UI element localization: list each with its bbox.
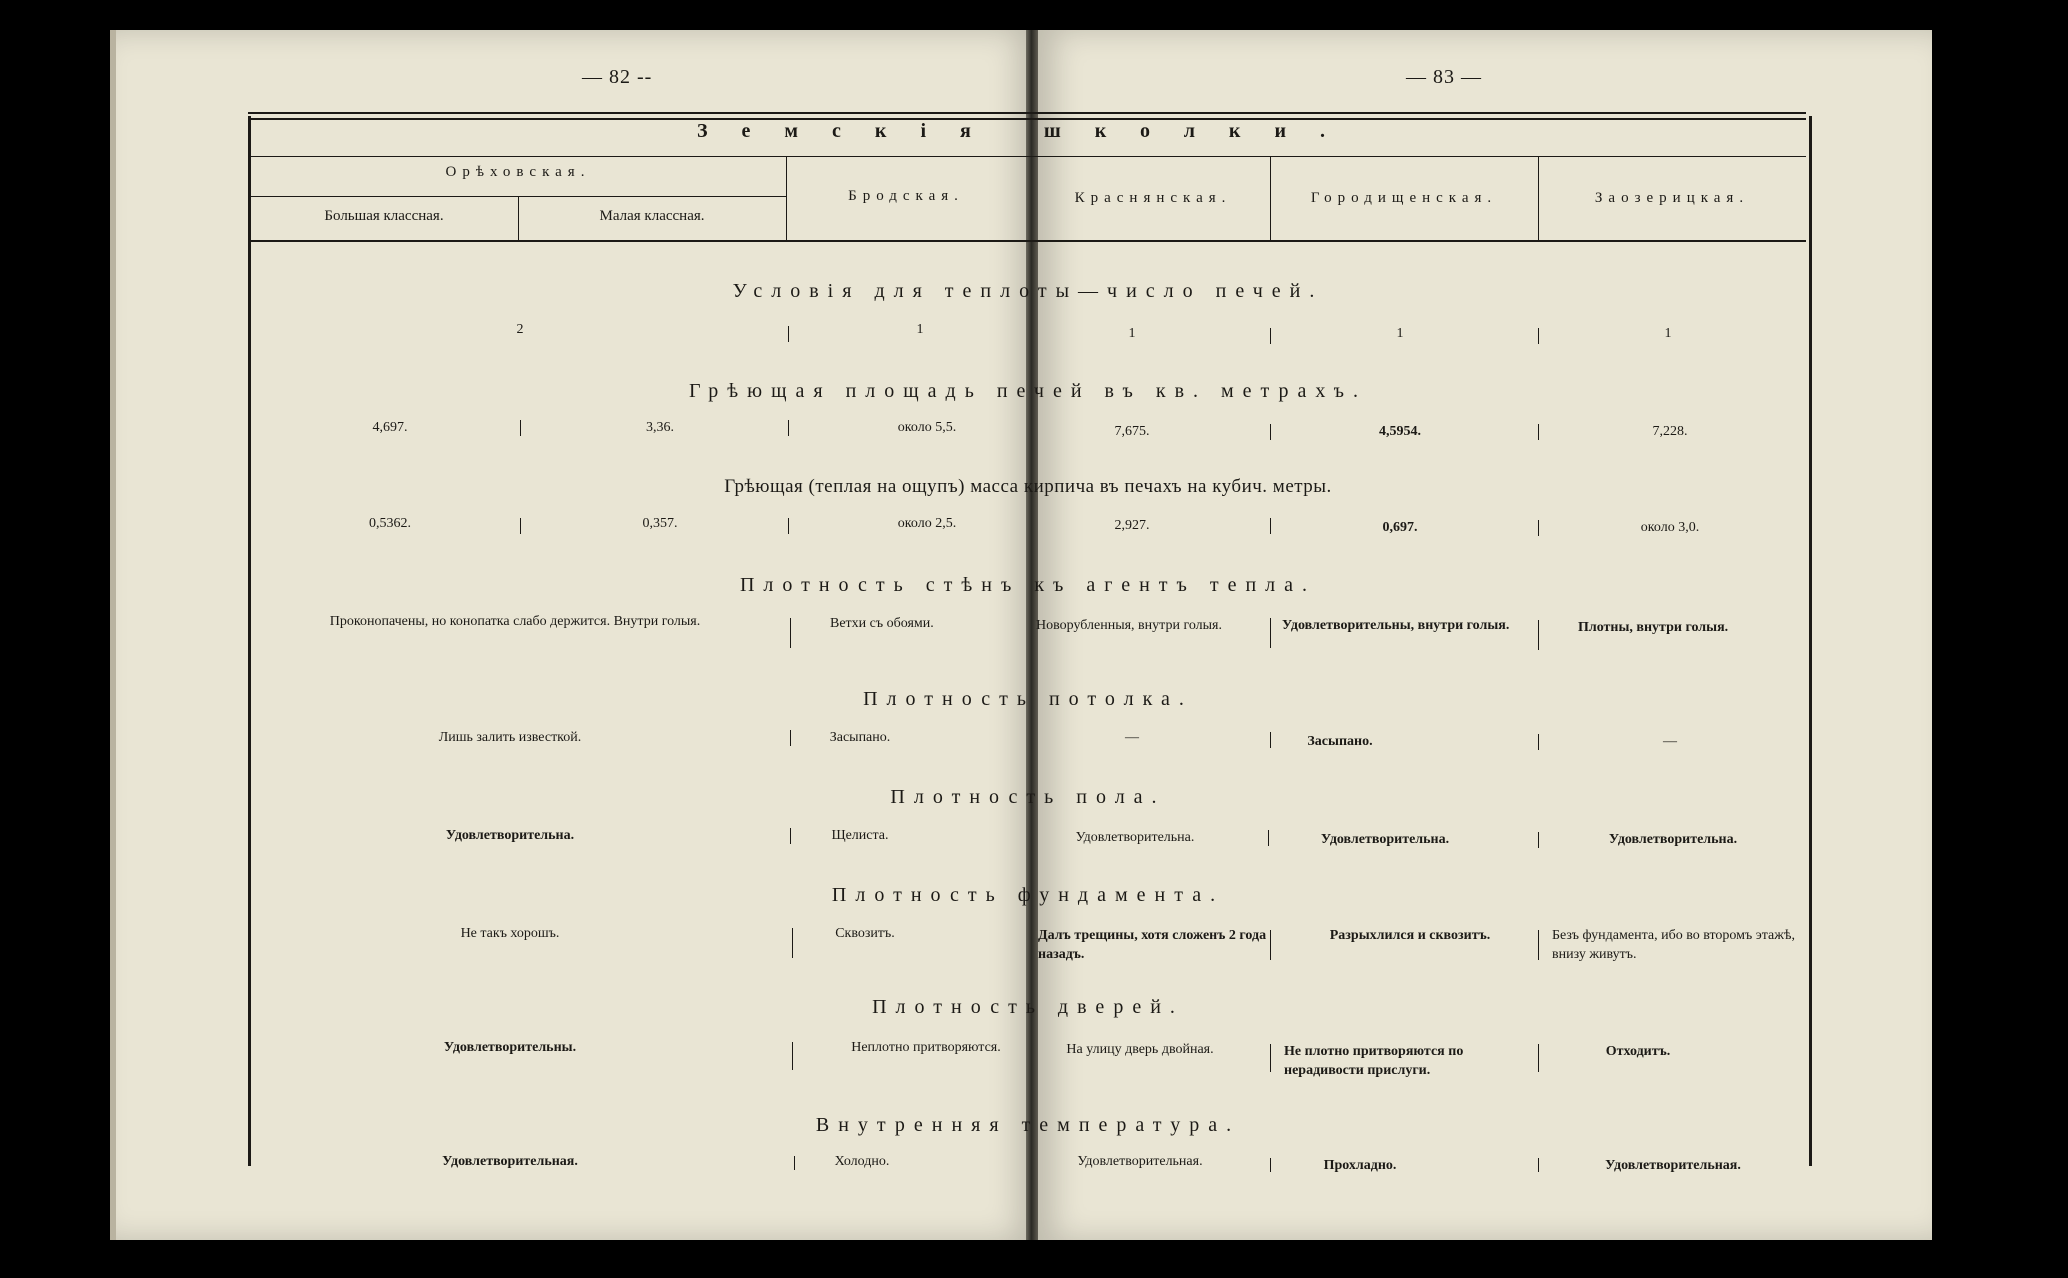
cell-temp-gorodishchenskaya: Прохладно. [1323, 1158, 1397, 1173]
separator [790, 618, 791, 648]
cell-walls-gorodishchenskaya: Удовлетворительны, внутри голыя. [1282, 618, 1510, 633]
separator [1268, 830, 1269, 846]
cell-doors-zaozeritskaya: Отходитъ. [1605, 1044, 1671, 1059]
cell-area-gorodishchenskaya: 4,5954. [1379, 424, 1421, 439]
cell-stoves-brodskaya: 1 [916, 322, 924, 337]
cell-area-bolshaya: 4,697. [372, 420, 408, 435]
separator [1538, 328, 1539, 344]
separator [1270, 518, 1271, 534]
section-heading-temperature: Внутренняя температура. [815, 1114, 1241, 1136]
separator [792, 928, 793, 958]
cell-doors-gorodishchenskaya: Не плотно притворяются по нерадивости прислуги. [1284, 1044, 1464, 1078]
cell-temp-brodskaya: Холодно. [834, 1154, 890, 1169]
section-heading-walls: Плотность стѣнъ къ агентъ тепла. [739, 574, 1317, 596]
separator [794, 1156, 795, 1170]
column-malaya-klassnaya: Малая классная. [599, 208, 705, 224]
section-heading-foundation: Плотность фундамента. [831, 884, 1225, 906]
cell-temp-orekhovskaya: Удовлетворительная. [442, 1154, 578, 1169]
separator [792, 1042, 793, 1070]
cell-area-brodskaya: около 5,5. [897, 420, 957, 435]
cell-area-zaozeritskaya: 7,228. [1652, 424, 1688, 439]
cell-area-malaya: 3,36. [646, 420, 674, 435]
separator [1270, 424, 1271, 440]
table-title: Земскія школки. [697, 120, 1359, 142]
cell-walls-brodskaya: Ветхи съ обоями. [830, 616, 934, 631]
cell-floor-gorodishchenskaya: Удовлетворительна. [1320, 832, 1450, 847]
separator [1538, 1158, 1539, 1172]
cell-ceiling-brodskaya: Засыпано. [829, 730, 891, 745]
cell-mass-malaya: 0,357. [642, 516, 678, 531]
column-group-orekhovskaya: Орѣховская. [445, 164, 591, 180]
separator [790, 828, 791, 844]
separator [1270, 930, 1271, 960]
cell-stoves-gorodishchenskaya: 1 [1396, 326, 1404, 341]
separator [1270, 732, 1271, 748]
separator [1538, 424, 1539, 440]
cell-ceiling-krasnyanskaya: — [1125, 730, 1139, 745]
cell-walls-krasnyanskaya: Новорубленныя, внутри голыя. [1036, 618, 1222, 633]
column-gorodishchenskaya: Городищенская. [1310, 190, 1498, 206]
separator [1538, 734, 1539, 750]
separator [788, 420, 789, 436]
table-top-rule [248, 112, 1806, 114]
separator [788, 326, 789, 342]
cell-mass-zaozeritskaya: около 3,0. [1640, 520, 1700, 535]
title-rule [250, 156, 1806, 157]
page-number-left: — 82 -- [582, 66, 653, 88]
section-heading-ceiling: Плотность потолка. [863, 688, 1193, 710]
cell-foundation-brodskaya: Сквозитъ. [835, 926, 895, 941]
cell-doors-brodskaya: Неплотно притворяются. [851, 1040, 1001, 1055]
cell-foundation-orekhovskaya: Не такъ хорошъ. [460, 926, 560, 941]
separator [1538, 832, 1539, 848]
cell-mass-krasnyanskaya: 2,927. [1114, 518, 1150, 533]
column-bolshaya-klassnaya: Большая классная. [324, 208, 444, 224]
cell-mass-brodskaya: около 2,5. [897, 516, 957, 531]
cell-area-krasnyanskaya: 7,675. [1114, 424, 1150, 439]
cell-walls-zaozeritskaya: Плотны, внутри голыя. [1578, 620, 1729, 635]
header-bottom-rule [250, 240, 1806, 242]
separator [520, 420, 521, 436]
section-heading-heating-area: Грѣющая площадь печей въ кв. метрахъ. [689, 380, 1367, 402]
separator [1538, 620, 1539, 650]
separator [1538, 520, 1539, 536]
section-heading-brick-mass: Грѣющая (теплая на ощупъ) масса кирпича въ печахъ на кубич. метры. [724, 476, 1332, 497]
cell-floor-brodskaya: Щелиста. [831, 828, 889, 843]
section-heading-floor: Плотность пола. [890, 786, 1166, 808]
column-zaozeritskaya: Заозерицкая. [1594, 190, 1750, 206]
column-brodskaya: Бродская. [848, 188, 964, 204]
cell-ceiling-gorodishchenskaya: Засыпано. [1307, 734, 1373, 749]
cell-foundation-krasnyanskaya: Далъ трещины, хотя сложенъ 2 года назадъ. [1038, 928, 1267, 962]
cell-foundation-gorodishchenskaya: Разрыхлился и сквозитъ. [1329, 928, 1491, 943]
section-heading-doors: Плотность дверей. [872, 996, 1184, 1018]
cell-temp-zaozeritskaya: Удовлетворительная. [1605, 1158, 1741, 1173]
cell-floor-zaozeritskaya: Удовлетворительна. [1608, 832, 1738, 847]
page-number-right: — 83 — [1406, 66, 1482, 88]
cell-mass-bolshaya: 0,5362. [369, 516, 411, 531]
cell-temp-krasnyanskaya: Удовлетворительная. [1077, 1154, 1203, 1169]
separator [1270, 1044, 1271, 1072]
separator [520, 518, 521, 534]
separator [788, 518, 789, 534]
separator [1538, 930, 1539, 960]
cell-doors-krasnyanskaya: На улицу дверь двойная. [1066, 1042, 1214, 1057]
section-heading-stoves: Условія для теплоты—число печей. [732, 280, 1324, 302]
cell-stoves-zaozeritskaya: 1 [1664, 326, 1672, 341]
cell-ceiling-orekhovskaya: Лишь залить известкой. [438, 730, 582, 745]
cell-stoves-krasnyanskaya: 1 [1128, 326, 1136, 341]
cell-stoves-malaya: 2 [516, 322, 524, 337]
cell-walls-orekhovskaya: Проконопачены, но конопатка слабо держится. Внутри голыя. [329, 614, 701, 629]
cell-floor-krasnyanskaya: Удовлетворительна. [1075, 830, 1195, 845]
separator [790, 730, 791, 746]
cell-ceiling-zaozeritskaya: — [1663, 734, 1677, 749]
cell-mass-gorodishchenskaya: 0,697. [1382, 520, 1418, 535]
separator [1538, 1044, 1539, 1072]
cell-doors-orekhovskaya: Удовлетворительны. [443, 1040, 577, 1055]
separator [1270, 328, 1271, 344]
column-krasnyanskaya: Краснянская. [1074, 190, 1232, 206]
separator [1270, 618, 1271, 648]
cell-floor-orekhovskaya: Удовлетворительна. [445, 828, 575, 843]
separator [1270, 1158, 1271, 1172]
cell-foundation-zaozeritskaya: Безъ фундамента, ибо во второмъ этажѣ, внизу живутъ. [1552, 928, 1796, 962]
